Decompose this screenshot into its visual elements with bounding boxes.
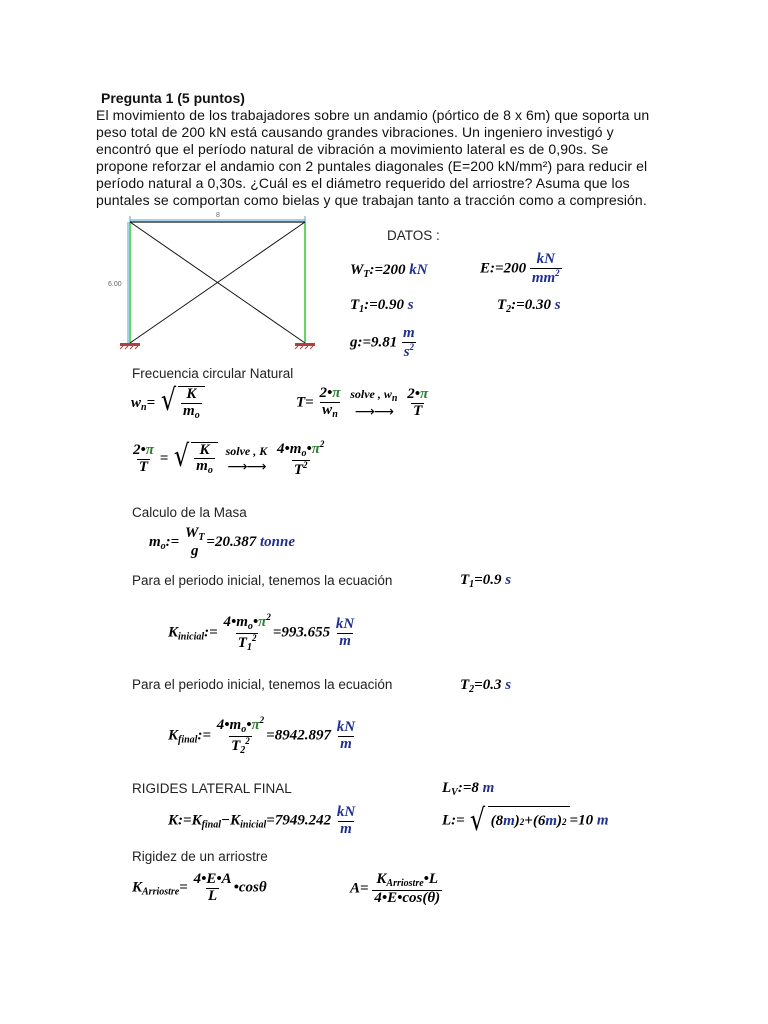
eq-k-inicial: $K_{inicial}:=$ $\frac{4•m_o•\pi^2}{T_1^2}$ =993.655 $\frac{kN}{m}$ — [168, 612, 355, 653]
data-modulus: E:=200 $\frac{kN}{mm^2}$ — [480, 251, 560, 286]
question-line-1: El movimiento de los trabajadores sobre un andamio (pórtico de 8 x 6m) que soporta un — [96, 107, 650, 123]
right-support — [295, 343, 315, 349]
question-line-4: propone reforzar el andamio con 2 puntales diagonales (E=200 kN/mm²) para reducir el — [96, 158, 648, 174]
left-support — [120, 343, 140, 349]
width-dimension: 8 — [216, 212, 220, 219]
eq-k-total: $K:=K_{final}-K_{inicial}=7949.242$ $\frac{kN}{m}$ — [168, 804, 356, 837]
eq-omega: $w_n=$ √ $\frac{K}{m_o}$ — [131, 386, 205, 421]
eq-k-arriostre: $K_{Arriostre}=$ $\frac{4•E•A}{L}$ •cosθ — [132, 871, 267, 904]
eq-k-final: $K_{final}:=$ $\frac{4•m_o•\pi^2}{T_2^2}$ =8942.897 $\frac{kN}{m}$ — [168, 715, 356, 756]
section-masa: Calculo de la Masa — [132, 505, 247, 520]
data-weight: $W_T:=200$ kN — [350, 262, 428, 280]
eq-length: L:= √ ( 8 m ) 2 + ( 6 m ) 2 =10 m — [442, 803, 609, 838]
frame-diagram — [100, 206, 320, 354]
question-line-5: período natural a 0,30s. ¿Cuál es el diámetro requerido del arriostre? Asuma que los — [96, 175, 630, 191]
eq-mass: $m_o:=$ $W_T$ g =20.387 tonne — [149, 525, 295, 559]
eq-t2-check: $T_2=0.3$ s — [460, 677, 512, 695]
section-frecuencia: Frecuencia circular Natural — [132, 366, 294, 381]
gravity-unit: $\frac{m}{s^2}$ — [403, 325, 415, 360]
question-title: Pregunta 1 (5 puntos) — [101, 90, 245, 106]
section-rigidez-lateral: RIGIDES LATERAL FINAL — [132, 781, 292, 796]
data-gravity: g:=9.81 $\frac{m}{s^2}$ — [350, 325, 415, 360]
eq-stiffness-solve: $\frac{2•\pi}{T}$ = √ $\frac{K}{m_o}$ solve , K ⟶⟶ $\frac{4•m_o•\pi^2}{T^2}$ — [133, 438, 325, 478]
height-dimension: 6.00 — [108, 281, 122, 288]
eq-t1-check: $T_1=0.9$ s — [460, 572, 512, 590]
eq-area: A= $\frac{K_{Arriostre}•L}{4•E•\cos(\theta)}$ — [350, 871, 441, 906]
modulus-unit: $\frac{kN}{mm^2}$ — [531, 251, 560, 286]
data-period-1: $T_1:=0.90$ s — [350, 297, 414, 315]
eq-period-solve: T= $\frac{2•\pi}{w_n}$ solve , $w_n$ ⟶⟶ $\frac{2•\pi}{T}$ — [296, 385, 429, 420]
question-line-3: encontró que el período natural de vibración a movimiento lateral es de 0,90s. Se — [96, 141, 609, 157]
datos-heading: DATOS : — [387, 228, 440, 243]
eq-lv: $L_V:=8$ m — [442, 780, 495, 798]
question-line-6: puntales se comportan como bielas y que trabajan tanto a tracción como a compresión. — [96, 192, 647, 208]
data-period-2: $T_2:=0.30$ s — [497, 297, 561, 315]
section-rigidez-arriostre: Rigidez de un arriostre — [132, 849, 268, 864]
question-line-2: peso total de 200 kN está causando grandes vibraciones. Un ingeniero investigó y — [96, 124, 614, 140]
section-periodo-2: Para el periodo inicial, tenemos la ecuación — [132, 677, 393, 692]
section-periodo-1: Para el periodo inicial, tenemos la ecuación — [132, 573, 393, 588]
